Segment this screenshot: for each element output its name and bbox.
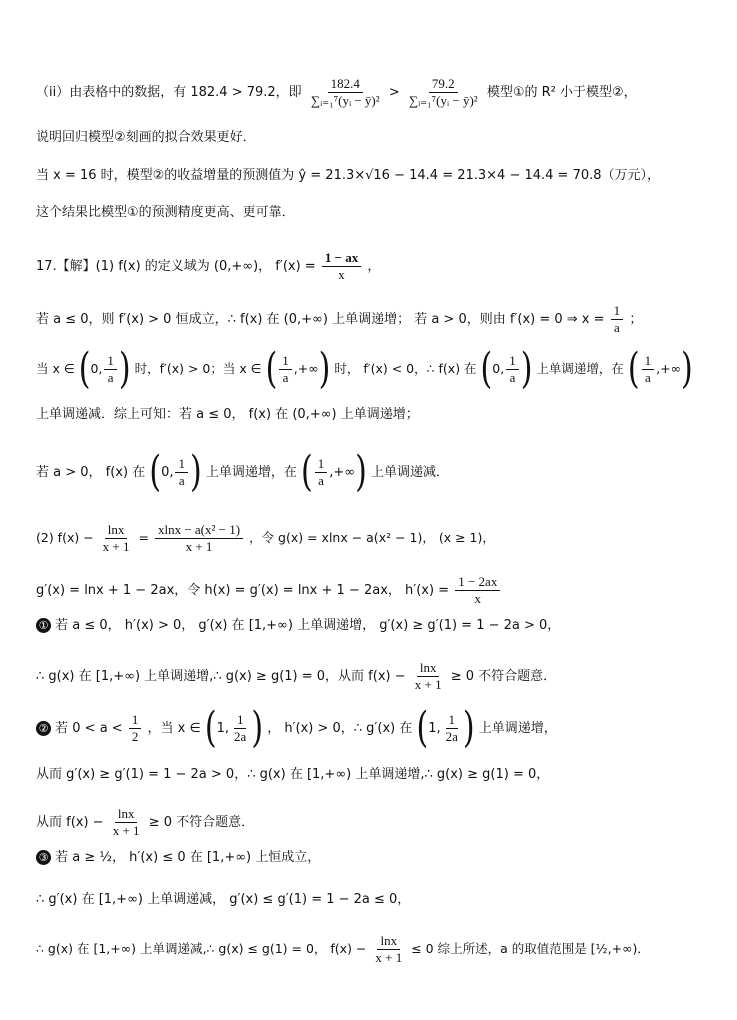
fraction-denominator: a <box>614 320 620 335</box>
text-line <box>36 250 707 283</box>
text-line <box>36 806 707 839</box>
fraction <box>372 933 405 966</box>
line-text: ∴ g(x) 在 [1,+∞) 上单调递减,∴ g(x) ≤ g(1) = 0， f(x) − <box>36 941 367 956</box>
interval-start: 0, <box>161 465 174 480</box>
line-text: 时，f′(x) > 0；当 x ∈ <box>134 361 262 376</box>
fraction-denominator: 2 <box>131 729 139 744</box>
fraction-numerator: lnx <box>377 933 400 950</box>
text-line: 当 x ∈ (0, $\frac{1}{a}$ ) 时，f′(x) > 0；当 x ∈ ( $\frac{1}{a}$ ,+∞) 时， f′(x) < 0，∴ f(x) 在 (0, $\frac{1}{a}$ ) 上单调递增，在 ( $\frac{1}{a}$ ,+∞) <box>36 344 693 394</box>
interval-start: 0, <box>90 361 103 376</box>
fraction-numerator: lnx <box>417 660 440 677</box>
fraction-numerator: 1 − 2ax <box>455 574 500 591</box>
line-text: 从而 f(x) − <box>36 815 104 830</box>
fraction-denominator: a <box>282 370 289 385</box>
fraction-denominator: ∑ᵢ₌₁⁷(yᵢ − ȳ)² <box>408 93 478 108</box>
text-line: 当 x = 16 时，模型②的收益增量的预测值为 ŷ = 21.3×√16 − 14.4 = 21.3×4 − 14.4 = 70.8（万元）， <box>36 168 661 183</box>
line-text: 若 a ≤ 0，则 f′(x) > 0 恒成立，∴ f(x) 在 (0,+∞) 上单调递增； 若 a > 0，则由 f′(x) = 0 ⇒ x = <box>36 312 605 327</box>
fraction <box>279 353 292 386</box>
fraction-denominator: x + 1 <box>375 950 403 965</box>
line-text: 17.【解】(1) f(x) 的定义域为 (0,+∞)， f′(x) = <box>36 259 316 274</box>
fraction-denominator: a <box>107 370 114 385</box>
interval-start: 1, <box>428 721 441 736</box>
line-text: 上单调递增，在 <box>536 361 624 376</box>
fraction-numerator: 1 <box>129 712 142 729</box>
text-line <box>36 848 707 868</box>
fraction-numerator: 1 <box>279 353 292 370</box>
text-line: 从而 g′(x) ≥ g′(1) = 1 − 2a > 0，∴ g(x) 在 [1,+∞) 上单调递增,∴ g(x) ≥ g(1) = 0， <box>36 767 550 782</box>
line-text: ≥ 0 不符合题意． <box>450 669 557 684</box>
fraction-denominator: a <box>509 370 516 385</box>
line-text: 若 0 < a < <box>55 721 123 736</box>
interval-end: ,+∞ <box>293 361 319 376</box>
text-line: 若 a > 0， f(x) 在 (0, $\frac{1}{a}$ ) 上单调递增，在 ( $\frac{1}{a}$ ,+∞) 上单调递减． <box>36 447 449 497</box>
fraction-denominator: x + 1 <box>102 539 130 554</box>
fraction <box>308 76 383 109</box>
fraction <box>100 522 133 555</box>
line-text: g′(x) = lnx + 1 − 2ax，令 h(x) = g′(x) = lnx + 1 − 2ax， h′(x) = <box>36 583 450 598</box>
fraction-denominator: a <box>318 473 324 488</box>
fraction-denominator: a <box>644 370 651 385</box>
fraction <box>231 712 249 745</box>
fraction-numerator: 1 <box>104 353 117 370</box>
line-text: 当 x ∈ <box>36 361 75 376</box>
fraction <box>315 456 328 489</box>
text-line: 上单调递减．综上可知：若 a ≤ 0， f(x) 在 (0,+∞) 上单调递增； <box>36 407 419 422</box>
circled-number: ① <box>36 618 51 633</box>
fraction <box>155 522 243 555</box>
line-text: ∴ g(x) 在 [1,+∞) 上单调递增,∴ g(x) ≥ g(1) = 0，从而 f(x) − <box>36 669 406 684</box>
line-text: 时， f′(x) < 0，∴ f(x) 在 <box>334 361 477 376</box>
fraction-denominator: ∑ᵢ₌₁⁷(yᵢ − ȳ)² <box>310 93 380 108</box>
fraction-numerator: 1 <box>446 712 459 729</box>
text-line <box>36 76 707 109</box>
fraction-numerator: lnx <box>105 522 128 539</box>
fraction-denominator: x + 1 <box>112 823 140 838</box>
fraction-denominator: 2a <box>445 729 458 744</box>
fraction-numerator: 1 <box>642 353 655 370</box>
fraction <box>611 303 624 336</box>
fraction-numerator: 1 <box>234 712 247 729</box>
fraction-denominator: a <box>178 473 185 488</box>
fraction-numerator: 1 <box>175 456 188 473</box>
circled-number: ③ <box>36 850 51 865</box>
line-text: ， <box>367 259 381 274</box>
fraction-numerator: 79.2 <box>429 76 458 93</box>
line-text: 上单调递增，在 <box>205 465 297 480</box>
line-text: ； <box>629 312 643 327</box>
line-text: ，令 g(x) = xlnx − a(x² − 1)， (x ≥ 1)， <box>249 530 495 545</box>
line-text: （ii）由表格中的数据，有 182.4 > 79.2，即 <box>36 85 302 100</box>
fraction-denominator: x + 1 <box>185 539 213 554</box>
text-line: 这个结果比模型①的预测精度更高、更可靠． <box>36 205 295 220</box>
fraction <box>455 574 500 607</box>
fraction <box>642 353 655 386</box>
fraction <box>175 456 188 489</box>
text-line: ② 若 0 < a < $\frac{1}{2}$ ，当 x ∈ (1, $\frac{1}{2a}$ ) ， h′(x) > 0，∴ g′(x) 在 (1, $\frac{1}{2a}$ ) 上单调递增， <box>36 712 707 745</box>
fraction-numerator: 182.4 <box>328 76 363 93</box>
line-text: (2) f(x) − <box>36 530 94 545</box>
fraction-denominator: 2a <box>234 729 247 744</box>
text-line <box>36 303 707 336</box>
text-line: 说明回归模型②刻画的拟合效果更好． <box>36 130 256 145</box>
line-text: ≥ 0 不符合题意． <box>148 815 255 830</box>
circled-number: ② <box>36 721 51 736</box>
fraction <box>406 76 481 109</box>
line-text: 上单调递增， <box>478 721 557 736</box>
line-text: ≤ 0 综上所述，a 的取值范围是 [½,+∞)． <box>411 941 650 956</box>
line-text: ， h′(x) > 0，∴ g′(x) 在 <box>267 721 413 736</box>
fraction <box>506 353 519 386</box>
fraction <box>104 353 117 386</box>
fraction-numerator: lnx <box>115 806 138 823</box>
fraction-numerator: 1 <box>315 456 328 473</box>
line-text: 模型①的 R² 小于模型②， <box>486 85 637 100</box>
text-line <box>36 616 707 636</box>
text-line <box>36 933 707 966</box>
fraction-denominator: x <box>338 267 345 282</box>
interval-end: ,+∞ <box>329 465 356 480</box>
fraction-numerator: 1 <box>611 303 624 320</box>
text-line <box>36 574 707 607</box>
line-text: 若 a ≥ ½， h′(x) ≤ 0 在 [1,+∞) 上恒成立， <box>55 850 321 865</box>
fraction-denominator: x <box>474 591 482 606</box>
fraction-numerator: xlnx − a(x² − 1) <box>155 522 243 539</box>
text-line <box>36 522 707 555</box>
interval-start: 0, <box>492 361 505 376</box>
fraction <box>412 660 445 693</box>
text-line: ∴ g′(x) 在 [1,+∞) 上单调递减， g′(x) ≤ g′(1) = 1 − 2a ≤ 0， <box>36 892 411 907</box>
interval-start: 1, <box>216 721 230 736</box>
fraction <box>110 806 143 839</box>
line-text: 若 a > 0， f(x) 在 <box>36 465 146 480</box>
line-text: 上单调递减． <box>370 465 449 480</box>
fraction-numerator: 1 <box>506 353 519 370</box>
operator: > <box>388 85 400 100</box>
line-text: ，当 x ∈ <box>147 721 201 736</box>
text-line <box>36 660 707 693</box>
fraction <box>443 712 461 745</box>
fraction <box>322 250 361 283</box>
fraction-denominator: x + 1 <box>414 677 442 692</box>
fraction <box>129 712 142 745</box>
fraction-numerator: 1 − ax <box>322 250 361 267</box>
line-text: 若 a ≤ 0， h′(x) > 0， g′(x) 在 [1,+∞) 上单调递增， g′(x) ≥ g′(1) = 1 − 2a > 0， <box>55 618 561 633</box>
interval-end: ,+∞ <box>656 361 681 376</box>
operator: = <box>138 530 149 545</box>
